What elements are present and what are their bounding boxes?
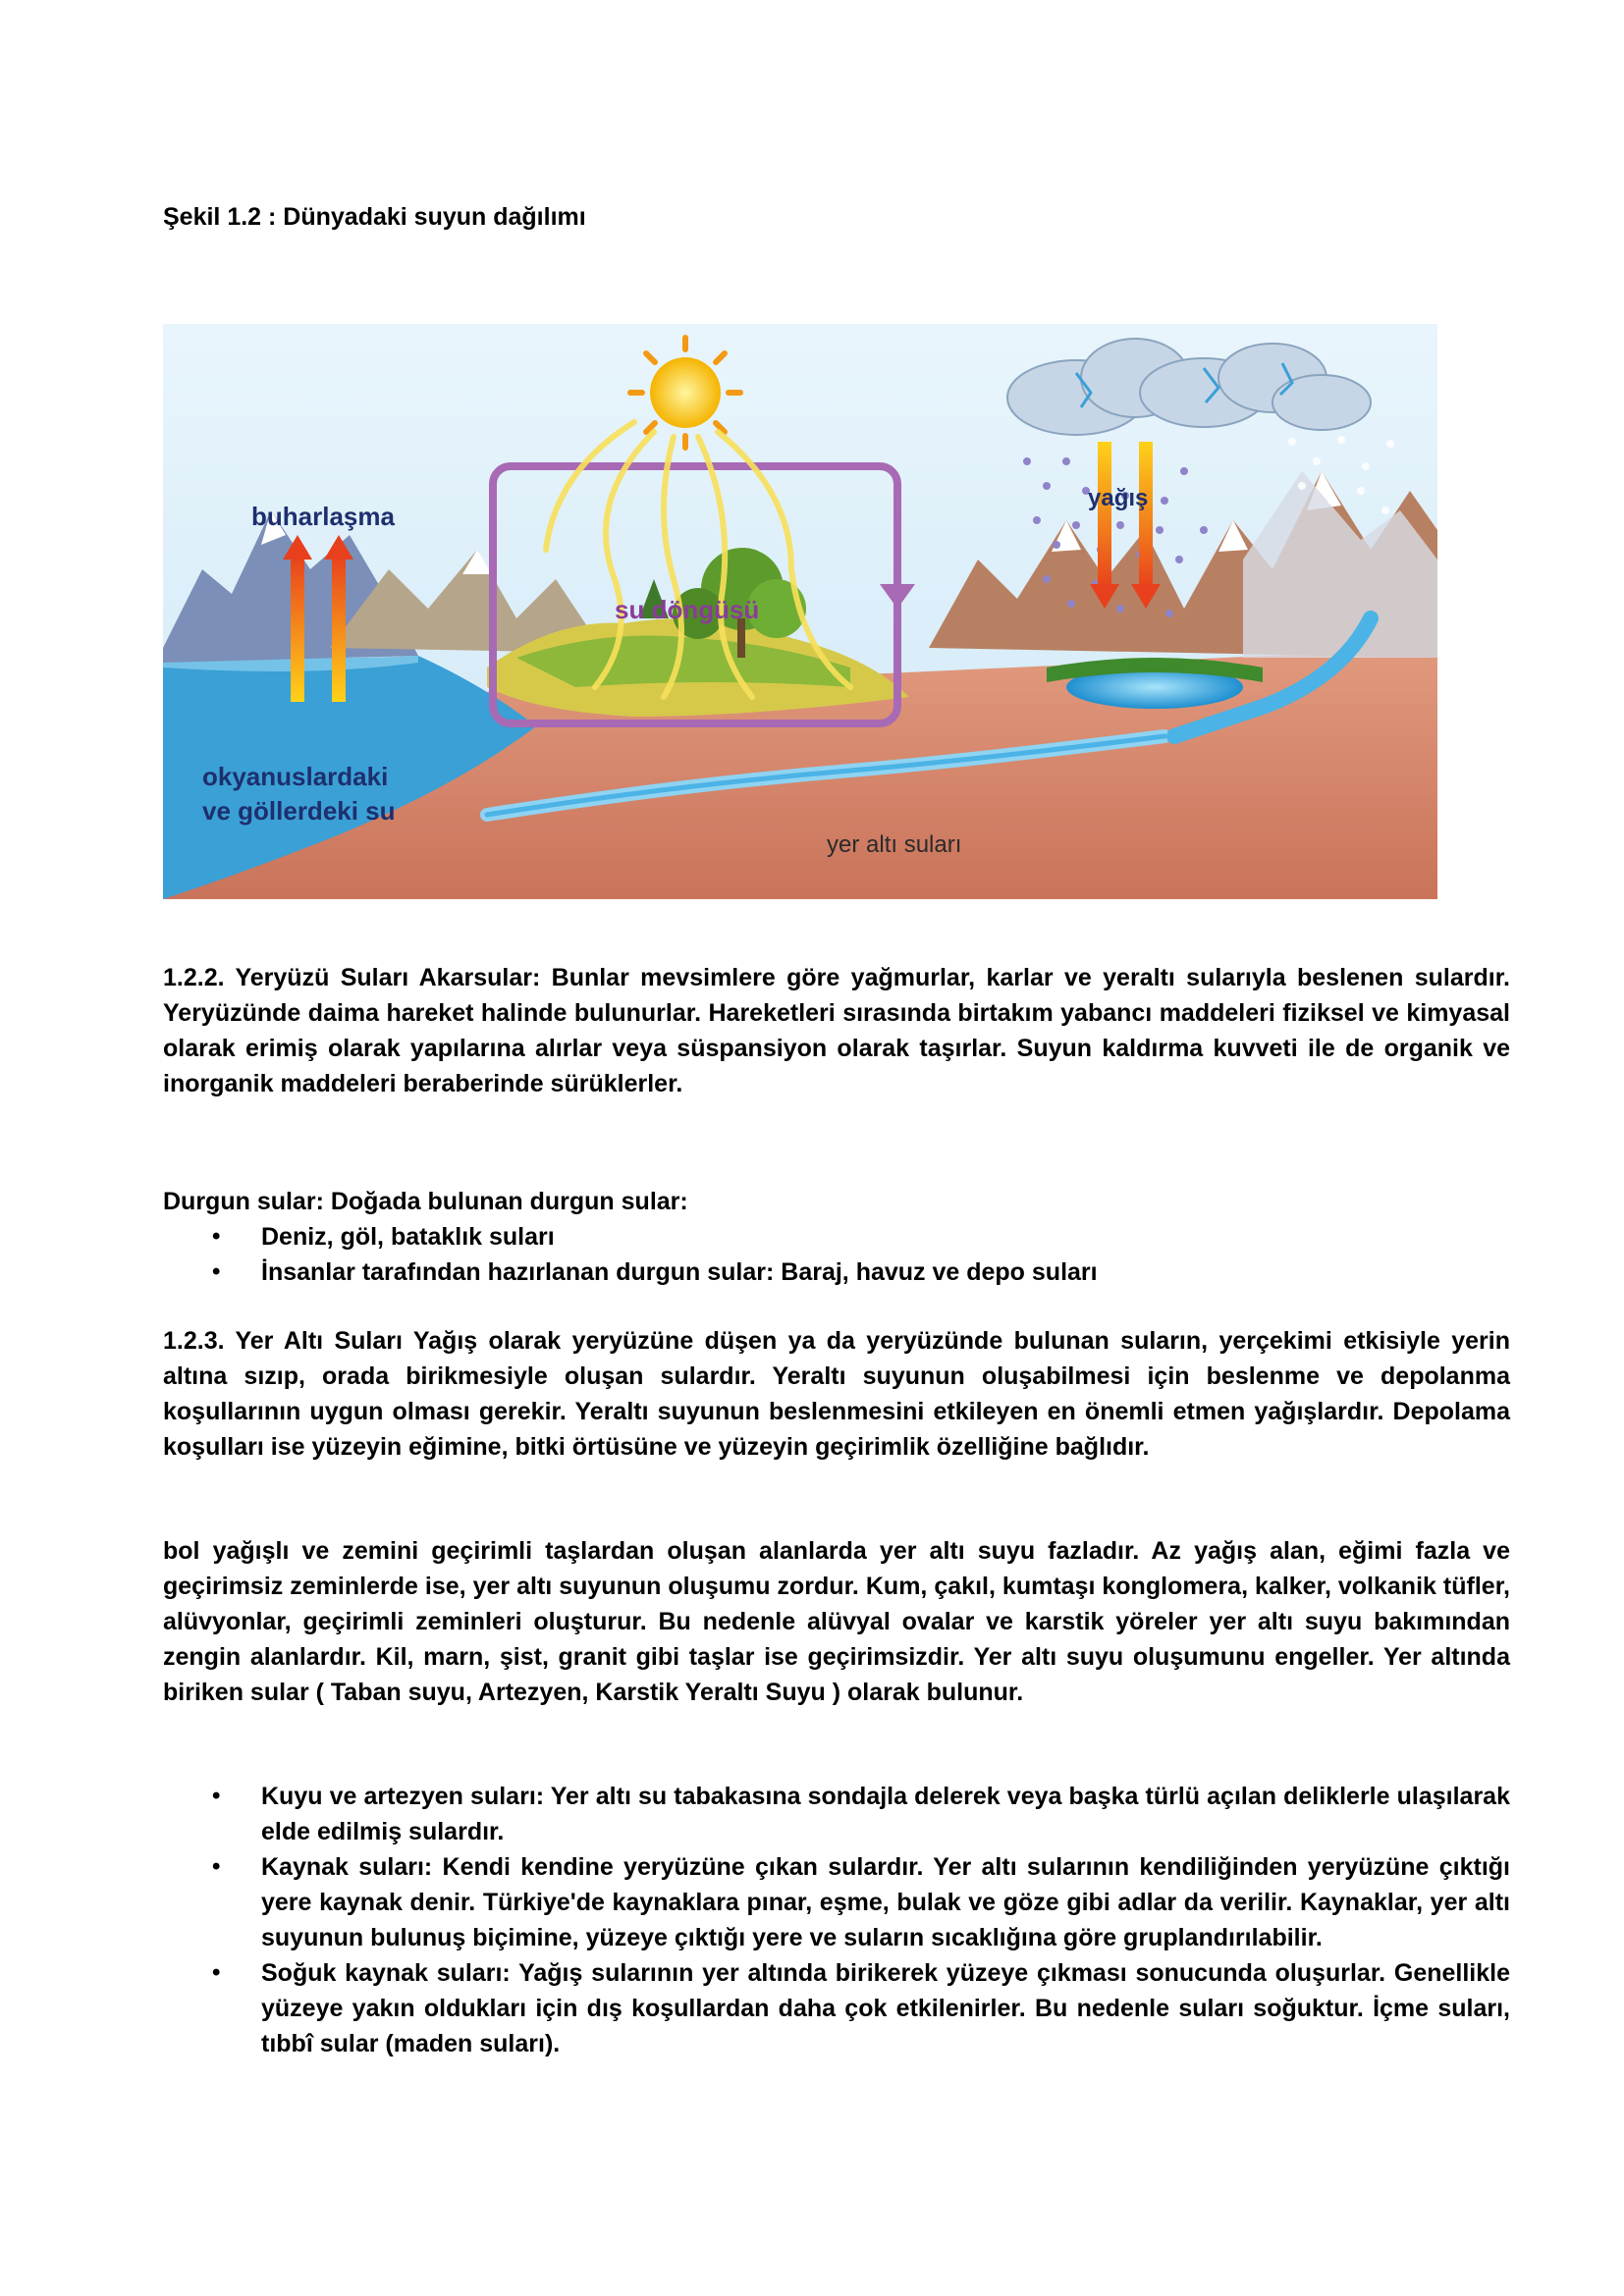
label-water-cycle: su döngüsü	[615, 595, 760, 624]
groundwater-types-list	[163, 1779, 1510, 2061]
list-item: • Kuyu ve artezyen suları: Yer altı su tabakasına sondajla delerek veya başka türlü açılan deliklerle ulaşılarak elde edilmiş sulardır.	[163, 1779, 1510, 1849]
label-ocean-line2: ve göllerdeki su	[202, 796, 396, 826]
label-ocean-line1: okyanuslardaki	[202, 762, 389, 791]
label-precipitation: yağış	[1088, 485, 1149, 511]
durgun-sular-list	[163, 1219, 1510, 1290]
groundwater-paragraph: bol yağışlı ve zemini geçirimli taşlardan oluşan alanlarda yer altı suyu fazladır. Az yağış alan, eğimi fazla ve geçirimsiz zeminlerde ise, yer altı suyunun oluşumu zordur. Kum, çakıl, kumtaşı konglomera, kalker, volkanik tüfler, alüvyonlar, geçirimli zeminleri oluşturur. Bu nedenle alüvyal ovalar ve karstik yöreler yer altı suyu bakımından zengin alanlardır. Kil, marn, şist, granit gibi taşlar ise geçirimsizdir. Yer altı suyu oluşumunu engeller. Yer altında biriken sular ( Taban suyu, Artezyen, Karstik Yeraltı Suyu ) olarak bulunur.	[163, 1537, 1510, 1706]
durgun-sular-heading: Durgun sular: Doğada bulunan durgun sular:	[163, 1188, 688, 1215]
list-item: • Deniz, göl, bataklık suları	[163, 1219, 1510, 1255]
label-evaporation: buharlaşma	[251, 502, 395, 531]
water-cycle-illustration	[163, 324, 1437, 899]
list-item: • İnsanlar tarafından hazırlanan durgun sular: Baraj, havuz ve depo suları	[163, 1255, 1510, 1290]
label-groundwater: yer altı suları	[827, 831, 962, 858]
section-1-2-2-paragraph: 1.2.2. Yeryüzü Suları Akarsular: Bunlar mevsimlere göre yağmurlar, karlar ve yeraltı sularıyla beslenen sulardır. Yeryüzünde daima hareket halinde bulunurlar. Hareketleri sırasında birtakım yabancı maddeleri fiziksel ve kimyasal olarak erimiş olarak yapılarına alırlar veya süspansiyon olarak taşırlar. Suyun kaldırma kuvveti ile de organik ve inorganik maddeleri beraberinde sürüklerler.	[163, 964, 1510, 1097]
figure-caption: Şekil 1.2 : Dünyadaki suyun dağılımı	[163, 203, 586, 231]
list-item: • Soğuk kaynak suları: Yağış sularının yer altında birikerek yüzeye çıkması sonucunda oluşurlar. Genellikle yüzeye yakın oldukları için dış koşullardan daha çok etkilenirler. Bu nedenle suları soğuktur. İçme suları, tıbbî sular (maden suları).	[163, 1955, 1510, 2061]
section-1-2-3-paragraph: 1.2.3. Yer Altı Suları Yağış olarak yeryüzüne düşen ya da yeryüzünde bulunan suların, yerçekimi etkisiyle yerin altına sızıp, orada birikmesiyle oluşan sulardır. Yeraltı suyunun oluşabilmesi için beslenme ve depolanma koşullarının uygun olması gerekir. Yeraltı suyunun beslenmesini etkileyen en önemli etmen yağışlardır. Depolama koşulları ise yüzeyin eğimine, bitki örtüsüne ve yüzeyin geçirimlik özelliğine bağlıdır.	[163, 1327, 1510, 1461]
list-item: • Kaynak suları: Kendi kendine yeryüzüne çıkan sulardır. Yer altı sularının kendiliğinden yeryüzüne çıktığı yere kaynak denir. Türkiye'de kaynaklara pınar, eşme, bulak ve göze gibi adlar da verilir. Kaynaklar, yer altı suyunun bulunuş biçimine, yüzeye çıktığı yere ve suların sıcaklığına göre gruplandırılabilir.	[163, 1849, 1510, 1955]
